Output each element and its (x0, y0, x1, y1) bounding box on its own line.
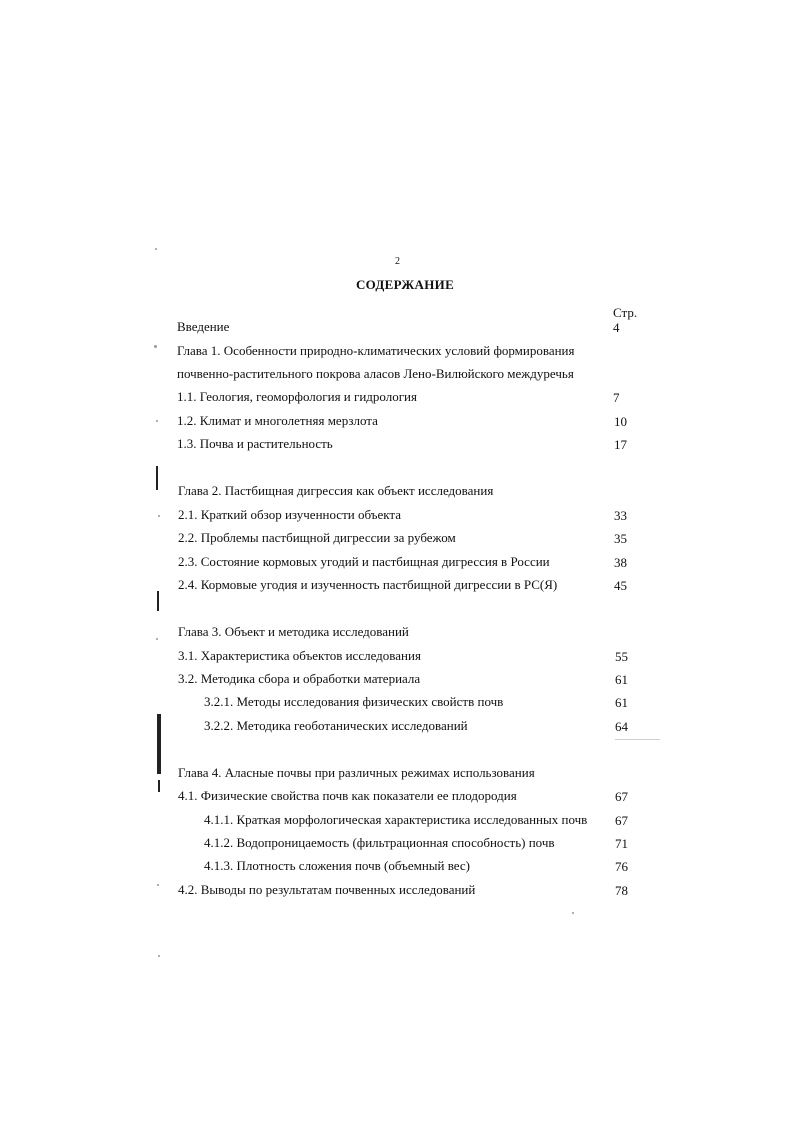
scan-margin-mark (157, 714, 161, 774)
toc-chapter-3-heading: Глава 3. Объект и методика исследований (178, 624, 409, 639)
toc-entry-2-2: 2.2. Проблемы пастбищной дигрессии за рубежом (178, 530, 456, 545)
scan-faint-line (615, 739, 660, 740)
toc-entry-2-4: 2.4. Кормовые угодия и изученность пастбищной дигрессии в РС(Я) (178, 577, 558, 592)
scan-speck (156, 420, 158, 422)
scan-speck (572, 912, 574, 914)
scan-speck (157, 884, 159, 886)
toc-entry-4-1-2: 4.1.2. Водопроницаемость (фильтрационная способность) почв (204, 835, 555, 850)
toc-entry-3-1: 3.1. Характеристика объектов исследования (178, 648, 421, 663)
scan-margin-mark (158, 780, 160, 792)
toc-page-4-1: 67 (615, 789, 628, 804)
toc-entry-1-1: 1.1. Геология, геоморфология и гидрология (177, 389, 417, 404)
scan-speck (158, 955, 160, 957)
toc-page-4-2: 78 (615, 883, 628, 898)
toc-entry-1-2: 1.2. Климат и многолетняя мерзлота (177, 413, 378, 428)
toc-entry-4-1: 4.1. Физические свойства почв как показатели ее плодородия (178, 788, 517, 803)
toc-title: СОДЕРЖАНИЕ (355, 277, 455, 292)
toc-chapter-4-heading: Глава 4. Аласные почвы при различных режимах использования (178, 765, 535, 780)
scan-speck (156, 638, 158, 640)
toc-entry-3-2-2: 3.2.2. Методика геоботанических исследований (204, 718, 468, 733)
toc-entry-3-2-1: 3.2.1. Методы исследования физических свойств почв (204, 694, 504, 709)
toc-page-2-1: 33 (614, 508, 627, 523)
toc-page-4-1-2: 71 (615, 836, 628, 851)
toc-page-3-2-1: 61 (615, 695, 628, 710)
toc-entry-1-3: 1.3. Почва и растительность (177, 436, 333, 451)
toc-page-3-2-2: 64 (615, 719, 628, 734)
toc-entry-2-1: 2.1. Краткий обзор изученности объекта (178, 507, 401, 522)
toc-page-4-1-1: 67 (615, 813, 628, 828)
scan-speck (154, 345, 157, 348)
toc-entry-4-2: 4.2. Выводы по результатам почвенных исследований (178, 882, 476, 897)
toc-page-2-2: 35 (614, 531, 627, 546)
toc-chapter-2-heading: Глава 2. Пастбищная дигрессия как объект исследования (178, 483, 494, 498)
page-column-header: Стр. (613, 305, 638, 320)
toc-page-3-1: 55 (615, 649, 628, 664)
toc-entry-4-1-3: 4.1.3. Плотность сложения почв (объемный вес) (204, 858, 470, 873)
toc-page-2-3: 38 (614, 555, 627, 570)
toc-chapter-1-heading: Глава 1. Особенности природно-климатических условий формирования (177, 343, 575, 358)
scan-speck (158, 515, 160, 517)
page-number: 2 (395, 256, 400, 267)
toc-page-2-4: 45 (614, 578, 627, 593)
toc-page-1-1: 7 (613, 390, 620, 405)
toc-page-introduction: 4 (613, 320, 620, 335)
toc-entry-2-3: 2.3. Состояние кормовых угодий и пастбищная дигрессия в России (178, 554, 550, 569)
scan-margin-mark (156, 466, 158, 490)
toc-entry-3-2: 3.2. Методика сбора и обработки материала (178, 671, 421, 686)
scan-margin-mark (157, 591, 159, 611)
toc-entry-4-1-1: 4.1.1. Краткая морфологическая характеристика исследованных почв (204, 812, 588, 827)
toc-page-4-1-3: 76 (615, 859, 628, 874)
toc-page-1-2: 10 (614, 414, 627, 429)
toc-page-3-2: 61 (615, 672, 628, 687)
toc-chapter-1-heading-continued: почвенно-растительного покрова аласов Лено-Вилюйского междуречья (177, 366, 574, 381)
toc-entry-introduction: Введение (177, 319, 230, 334)
toc-page-1-3: 17 (614, 437, 627, 452)
scan-speck (155, 248, 157, 250)
